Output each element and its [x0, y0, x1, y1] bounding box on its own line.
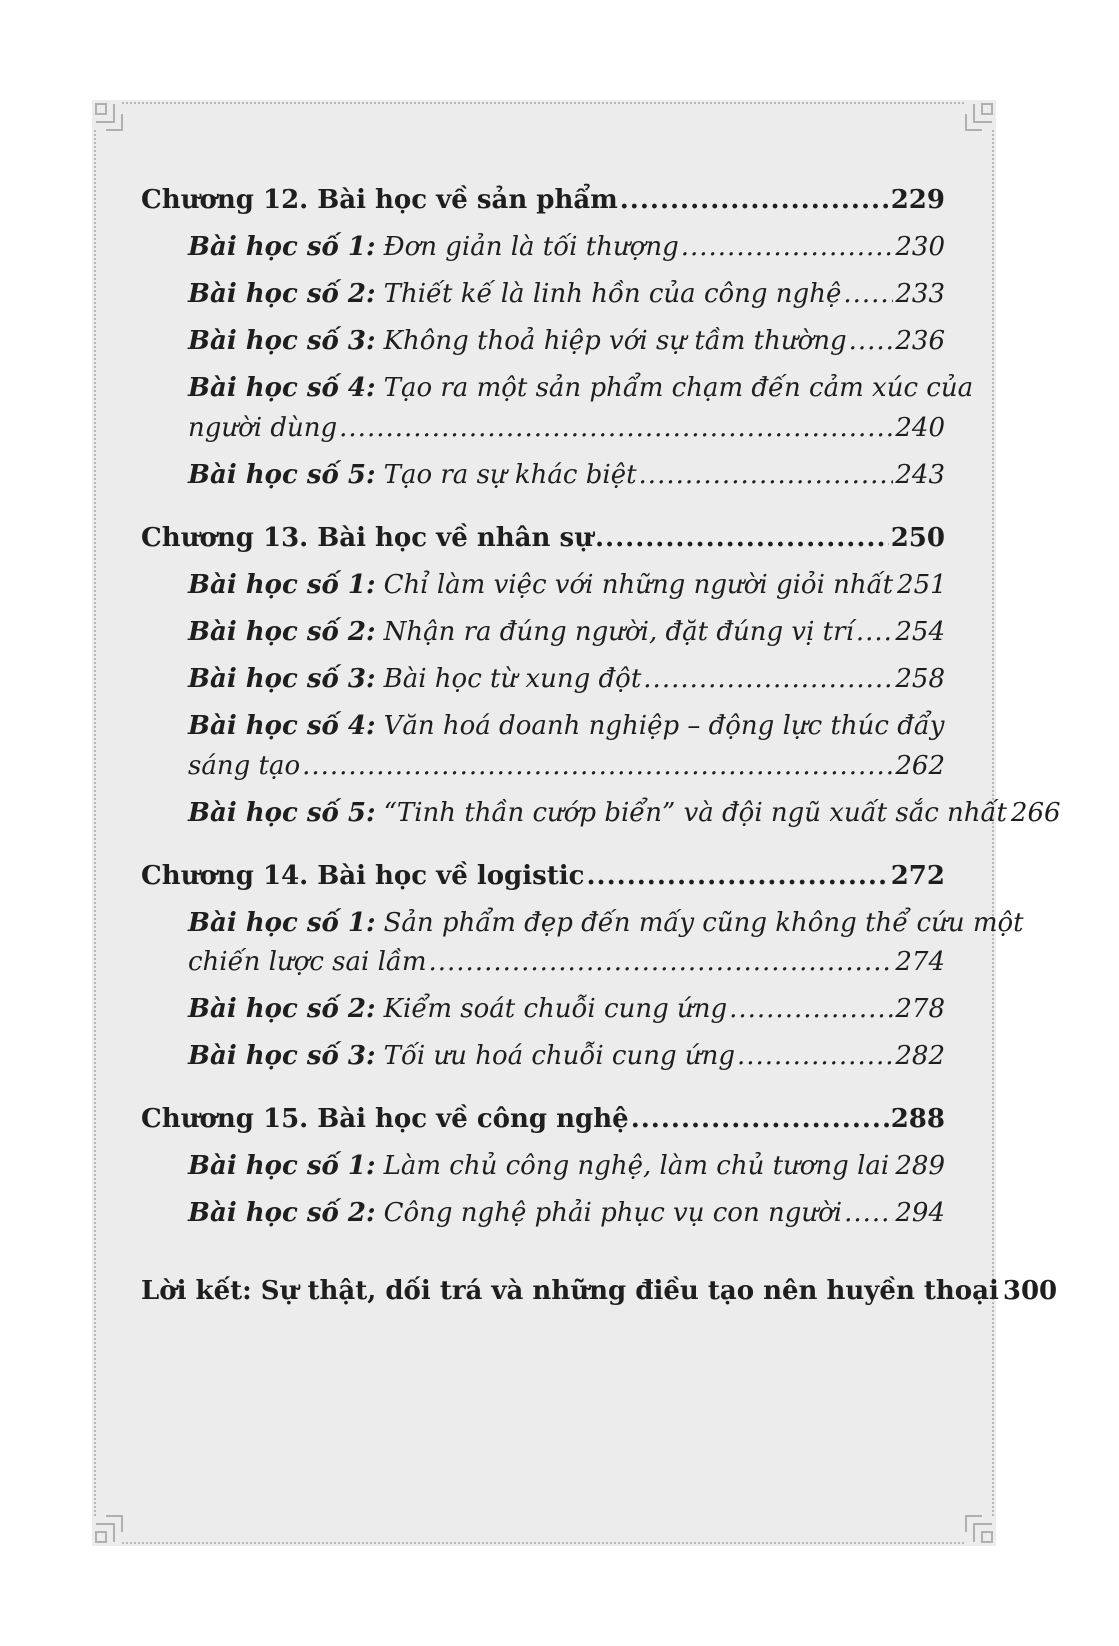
toc-chapter-12[interactable]: [141, 184, 945, 216]
page-number: 236: [895, 326, 945, 356]
page-number: 229: [890, 185, 945, 215]
lesson-label: Bài học số 2:: [188, 994, 376, 1024]
dot-leader: [849, 325, 894, 357]
lesson-title: Đơn giản là tối thượng: [383, 232, 679, 262]
lesson-title: Kiểm soát chuỗi cung ứng: [383, 994, 728, 1024]
toc-lesson-13-4[interactable]: [188, 710, 945, 742]
lesson-label: Bài học số 5:: [188, 798, 376, 828]
toc-chapter-15[interactable]: [141, 1103, 945, 1135]
page-number: 251: [897, 570, 947, 600]
page-number: 289: [895, 1151, 945, 1181]
toc-lesson-12-5[interactable]: [188, 459, 945, 491]
dot-leader: [339, 412, 893, 444]
page-number: 250: [890, 523, 945, 553]
toc-lesson-14-3[interactable]: [188, 1040, 945, 1072]
page-number: 272: [890, 861, 945, 891]
lesson-label: Bài học số 1:: [188, 570, 376, 600]
lesson-title: Chỉ làm việc với những người giỏi nhất: [383, 570, 894, 600]
page-number: 266: [1010, 798, 1061, 828]
lesson-title: Không thoả hiệp với sự tầm thường: [383, 326, 847, 356]
lesson-label: Bài học số 3:: [188, 1041, 376, 1071]
lesson-label: Bài học số 1:: [188, 908, 376, 938]
dot-leader: [620, 184, 889, 216]
dot-leader: [729, 993, 893, 1025]
dot-leader: [429, 946, 894, 978]
toc-lesson-14-1-continued[interactable]: [188, 946, 945, 978]
lesson-title: Văn hoá doanh nghiệp – động lực thúc đẩy: [383, 711, 945, 741]
page-number: 282: [895, 1041, 945, 1071]
dot-leader: [643, 663, 893, 695]
lesson-label: Bài học số 1:: [188, 1151, 376, 1181]
toc-epilogue[interactable]: [141, 1275, 1058, 1307]
lesson-title-continued: người dùng: [188, 413, 338, 443]
toc-lesson-12-1[interactable]: [188, 231, 945, 263]
dot-leader: [681, 231, 894, 263]
toc-lesson-14-1[interactable]: [188, 907, 1024, 939]
lesson-title: Bài học từ xung đột: [383, 664, 642, 694]
lesson-label: Bài học số 3:: [188, 664, 376, 694]
dot-leader: [595, 522, 889, 554]
lesson-title-continued: sáng tạo: [188, 751, 301, 781]
dot-leader: [844, 1197, 893, 1229]
toc-lesson-13-3[interactable]: [188, 663, 945, 695]
page-number: 240: [895, 413, 945, 443]
page-number: 254: [895, 617, 945, 647]
toc-lesson-12-3[interactable]: [188, 325, 945, 357]
lesson-title: “Tinh thần cướp biển” và đội ngũ xuất sắc nhất: [383, 798, 1007, 828]
lesson-label: Bài học số 4:: [188, 711, 376, 741]
dot-leader: [631, 1103, 889, 1135]
lesson-title: Tạo ra sự khác biệt: [383, 460, 637, 490]
lesson-title: Nhận ra đúng người, đặt đúng vị trí: [383, 617, 854, 647]
lesson-title: Thiết kế là linh hồn của công nghệ: [383, 279, 842, 309]
lesson-label: Bài học số 2:: [188, 1198, 376, 1228]
toc-lesson-13-1[interactable]: [188, 569, 945, 601]
toc-lesson-12-2[interactable]: [188, 278, 945, 310]
toc-lesson-15-2[interactable]: [188, 1197, 945, 1229]
lesson-title: Làm chủ công nghệ, làm chủ tương lai: [383, 1151, 890, 1181]
toc-chapter-14[interactable]: [141, 860, 945, 892]
page-number: 258: [895, 664, 945, 694]
page-number: 262: [895, 751, 945, 781]
page-number: 230: [895, 232, 945, 262]
lesson-label: Bài học số 2:: [188, 617, 376, 647]
page-number: 274: [895, 947, 945, 977]
page-number: 278: [895, 994, 945, 1024]
toc-lesson-13-4-continued[interactable]: [188, 750, 945, 782]
dot-leader: [639, 459, 894, 491]
page-number: 300: [1002, 1276, 1058, 1306]
epilogue-title: Lời kết: Sự thật, dối trá và những điều tạo nên huyền thoại: [141, 1276, 999, 1306]
lesson-title: Tối ưu hoá chuỗi cung ứng: [383, 1041, 735, 1071]
toc-lesson-13-2[interactable]: [188, 616, 945, 648]
chapter-title: Chương 13. Bài học về nhân sự: [141, 523, 593, 553]
lesson-title: Sản phẩm đẹp đến mấy cũng không thể cứu một: [383, 908, 1024, 938]
lesson-label: Bài học số 1:: [188, 232, 376, 262]
chapter-title: Chương 15. Bài học về công nghệ: [141, 1104, 629, 1134]
page-number: 243: [895, 460, 945, 490]
chapter-title: Chương 12. Bài học về sản phẩm: [141, 185, 618, 215]
toc-lesson-15-1[interactable]: [188, 1150, 945, 1182]
lesson-label: Bài học số 4:: [188, 373, 376, 403]
dot-leader: [843, 278, 893, 310]
lesson-title: Công nghệ phải phục vụ con người: [383, 1198, 843, 1228]
lesson-title-continued: chiến lược sai lầm: [188, 947, 427, 977]
toc-lesson-14-2[interactable]: [188, 993, 945, 1025]
dot-leader: [891, 1150, 893, 1182]
dot-leader: [737, 1040, 893, 1072]
page-number: 233: [895, 279, 945, 309]
lesson-title: Tạo ra một sản phẩm chạm đến cảm xúc của: [383, 373, 974, 403]
toc-lesson-12-4-continued[interactable]: [188, 412, 945, 444]
dot-leader: [586, 860, 888, 892]
page-number: 288: [890, 1104, 945, 1134]
dot-leader: [302, 750, 893, 782]
lesson-label: Bài học số 5:: [188, 460, 376, 490]
page-number: 294: [895, 1198, 945, 1228]
toc-lesson-12-4[interactable]: [188, 372, 974, 404]
chapter-title: Chương 14. Bài học về logistic: [141, 861, 585, 891]
toc-chapter-13[interactable]: [141, 522, 945, 554]
lesson-label: Bài học số 2:: [188, 279, 376, 309]
lesson-label: Bài học số 3:: [188, 326, 376, 356]
toc-lesson-13-5[interactable]: [188, 797, 1061, 829]
dot-leader: [856, 616, 894, 648]
